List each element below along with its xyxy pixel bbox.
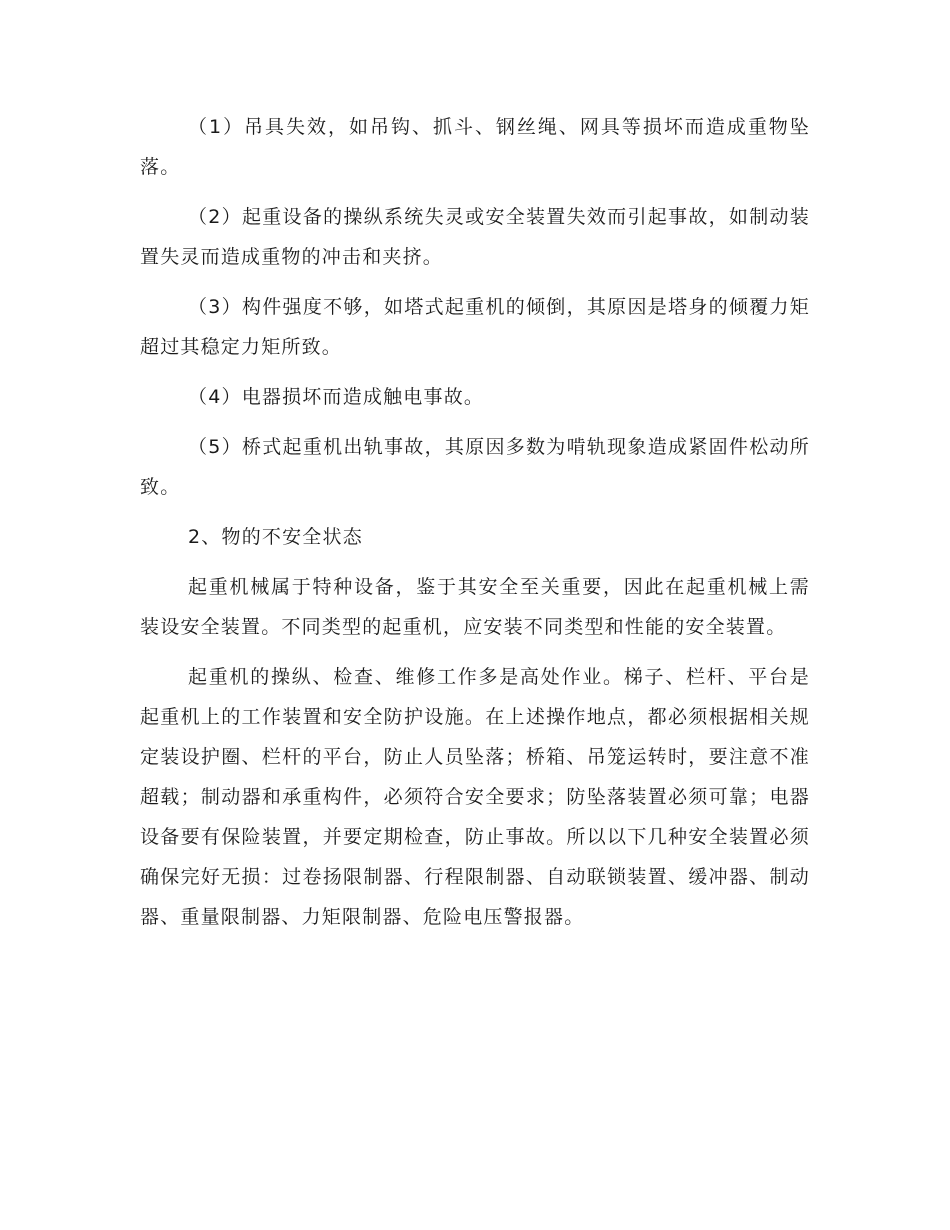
section-heading: 2、物的不安全状态 (188, 526, 363, 548)
paragraph-item-1: （1）吊具失效，如吊钩、抓斗、钢丝绳、网具等损坏而造成重物坠落。 (140, 116, 810, 178)
paragraph-intro: 起重机械属于特种设备，鉴于其安全至关重要，因此在起重机械上需装设安全装置。不同类型的起重机，应安装不同类型和性能的安全装置。 (140, 576, 810, 638)
paragraph-item-4: （4）电器损坏而造成触电事故。 (188, 386, 485, 408)
paragraph-details: 起重机的操纵、检查、维修工作多是高处作业。梯子、栏杆、平台是起重机上的工作装置和安全防护设施。在上述操作地点，都必须根据相关规定装设护圈、栏杆的平台，防止人员坠落；桥箱、吊笼运转时，要注意不准超载；制动器和承重构件，必须符合安全要求；防坠落装置必须可靠；电器设备要有保险装置，并要定期检查，防止事故。所以以下几种安全装置必须确保完好无损：过卷扬限制器、行程限制器、自动联锁装置、缓冲器、制动器、重量限制器、力矩限制器、危险电压警报器。 (140, 666, 810, 928)
paragraph-item-5: （5）桥式起重机出轨事故，其原因多数为啃轨现象造成紧固件松动所致。 (140, 436, 810, 498)
document-body (140, 107, 810, 937)
paragraph-item-3: （3）构件强度不够，如塔式起重机的倾倒，其原因是塔身的倾覆力矩超过其稳定力矩所致。 (140, 296, 810, 358)
paragraph-item-2: （2）起重设备的操纵系统失灵或安全装置失效而引起事故，如制动装置失灵而造成重物的冲击和夹挤。 (140, 206, 810, 268)
